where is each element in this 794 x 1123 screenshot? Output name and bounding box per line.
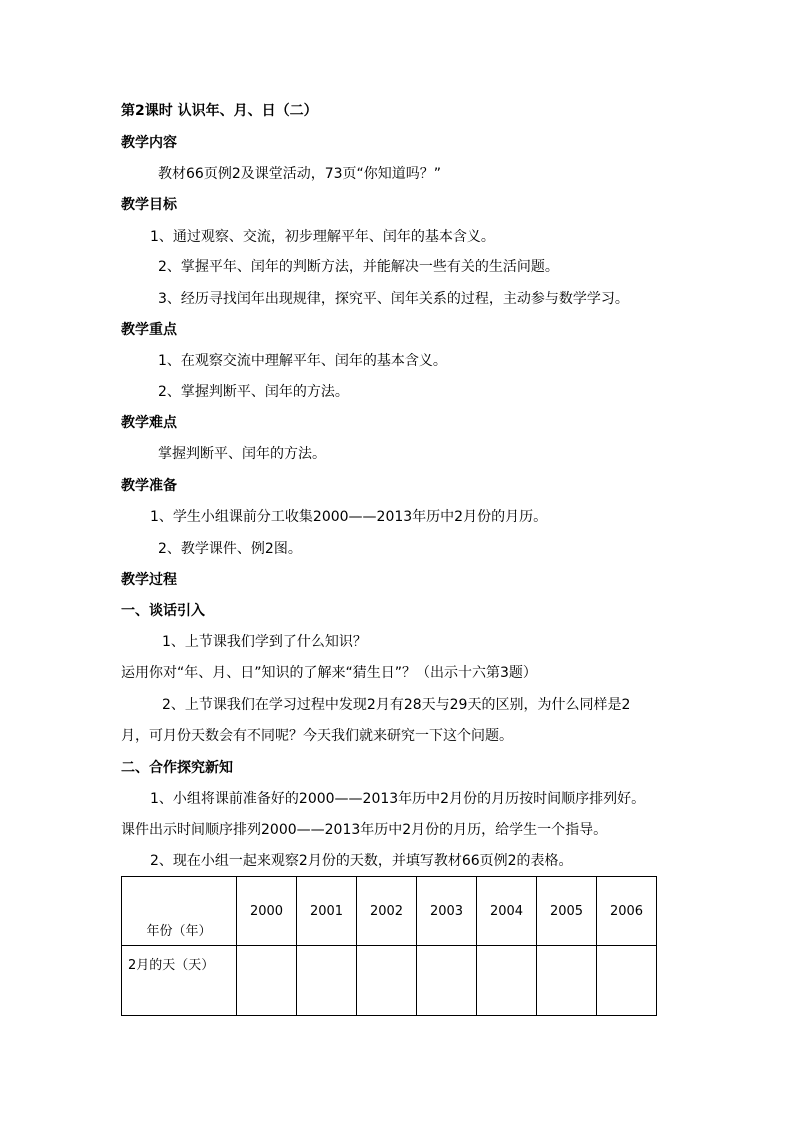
february-days-table: [121, 876, 657, 1016]
part2-line-1: 1、小组将课前准备好的2000——2013年历中2月份的月历按时间顺序排列好。: [150, 791, 646, 807]
year-cell: 2002: [357, 877, 417, 946]
days-cell: [357, 946, 417, 1016]
part2-line-2: 课件出示时间顺序排列2000——2013年历中2月份的月历，给学生一个指导。: [121, 822, 608, 838]
year-cell: 2005: [537, 877, 597, 946]
preparation-item-2: 2、教学课件、例2图。: [158, 541, 302, 557]
difficulties-text: 掌握判断平、闰年的方法。: [158, 446, 326, 462]
key-point-item-1: 1、在观察交流中理解平年、闰年的基本含义。: [158, 353, 447, 369]
table-row-years: [122, 877, 657, 946]
part1-heading: 一、谈话引入: [121, 603, 205, 619]
year-cell: 2000: [237, 877, 297, 946]
key-point-item-2: 2、掌握判断平、闰年的方法。: [158, 384, 349, 400]
process-heading: 教学过程: [121, 572, 177, 588]
objective-item-3: 3、经历寻找闰年出现规律，探究平、闰年关系的过程，主动参与数学学习。: [158, 291, 629, 307]
days-cell: [597, 946, 657, 1016]
row-header-days: 2月的天（天）: [122, 946, 237, 1016]
days-cell: [537, 946, 597, 1016]
objective-item-2: 2、掌握平年、闰年的判断方法，并能解决一些有关的生活问题。: [158, 259, 559, 275]
objectives-heading: 教学目标: [121, 197, 177, 213]
part1-line-4: 月，可月份天数会有不同呢？今天我们就来研究一下这个问题。: [121, 728, 513, 744]
part1-line-3: 2、上节课我们在学习过程中发现2月有28天与29天的区别，为什么同样是2: [162, 697, 631, 713]
row-header-year: 年份（年）: [122, 877, 237, 946]
part1-line-1: 1、上节课我们学到了什么知识？: [162, 634, 367, 650]
days-cell: [417, 946, 477, 1016]
table-row-days: [122, 946, 657, 1016]
part2-line-3: 2、现在小组一起来观察2月份的天数，并填写教材66页例2的表格。: [150, 853, 573, 869]
content-text: 教材66页例2及课堂活动，73页“你知道吗？”: [158, 166, 442, 182]
year-cell: 2004: [477, 877, 537, 946]
preparation-heading: 教学准备: [121, 478, 177, 494]
content-heading: 教学内容: [121, 135, 177, 151]
lesson-title: 第2课时 认识年、月、日（二）: [121, 103, 318, 119]
year-cell: 2003: [417, 877, 477, 946]
difficulties-heading: 教学难点: [121, 415, 177, 431]
part2-heading: 二、合作探究新知: [121, 760, 233, 776]
key-points-heading: 教学重点: [121, 322, 177, 338]
year-cell: 2001: [297, 877, 357, 946]
days-cell: [297, 946, 357, 1016]
objective-item-1: 1、通过观察、交流，初步理解平年、闰年的基本含义。: [150, 229, 495, 245]
preparation-item-1: 1、学生小组课前分工收集2000——2013年历中2月份的月历。: [150, 509, 548, 525]
part1-line-2: 运用你对“年、月、日”知识的了解来“猜生日”？（出示十六第3题）: [121, 665, 537, 681]
days-cell: [477, 946, 537, 1016]
year-cell: 2006: [597, 877, 657, 946]
days-cell: [237, 946, 297, 1016]
